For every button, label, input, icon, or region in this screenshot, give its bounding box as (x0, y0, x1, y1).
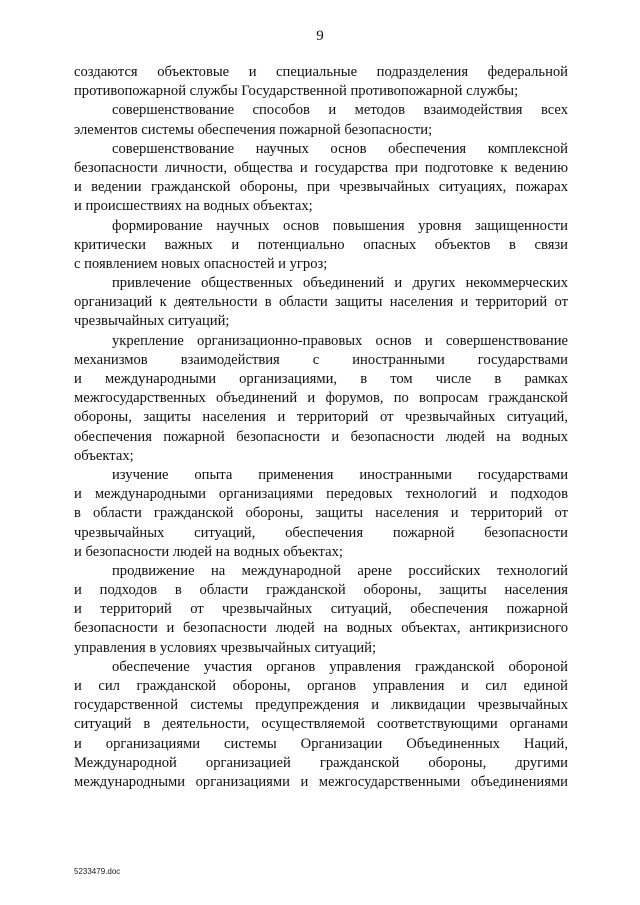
text-line: чрезвычайных ситуаций; (74, 313, 230, 330)
text-line: и безопасности людей на водных объектах; (74, 543, 343, 560)
text-line: изучение опыта применения иностранными государствами (112, 466, 568, 483)
text-line: элементов системы обеспечения пожарной безопасности; (74, 121, 433, 138)
text-line: международными организациями и межгосударственными объединениями (74, 773, 568, 790)
text-line: совершенствование способов и методов взаимодействия всех (112, 102, 568, 119)
text-line: и подходов в области гражданской обороны, защиты населения (74, 582, 568, 599)
text-line: безопасности личности, общества и государства при подготовке к ведению (74, 159, 568, 176)
text-line: и ведении гражданской обороны, при чрезвычайных ситуациях, пожарах (74, 179, 568, 196)
text-line: формирование научных основ повышения уровня защищенности (112, 217, 568, 234)
text-line: совершенствование научных основ обеспечения комплексной (112, 140, 568, 157)
text-line: ситуаций в деятельности, осуществляемой соответствующими органами (74, 716, 568, 733)
document-body (74, 63, 568, 792)
text-line: укрепление организационно-правовых основ и совершенствование (112, 332, 568, 349)
text-line: Международной организацией гражданской обороны, другими (74, 754, 568, 771)
text-line: обеспечения пожарной безопасности и безопасности людей на водных (74, 428, 568, 445)
text-line: продвижение на международной арене российских технологий (112, 562, 568, 579)
text-line: и международными организациями, в том числе в рамках (74, 371, 568, 387)
text-line: и международными организациями передовых технологий и подходов (74, 486, 568, 503)
text-line: и происшествиях на водных объектах; (74, 198, 313, 215)
text-line: государственной системы предупреждения и ликвидации чрезвычайных (74, 697, 568, 714)
text-line: и сил гражданской обороны, органов управления и сил единой (74, 678, 568, 694)
text-line: с появлением новых опасностей и угроз; (74, 255, 328, 272)
text-line: привлечение общественных объединений и других некоммерческих (112, 275, 568, 292)
text-line: в области гражданской обороны, защиты населения и территорий от (74, 505, 568, 522)
text-line: организаций к деятельности в области защиты населения и территорий от (74, 294, 568, 311)
file-name-footer: 5233479.doc (74, 867, 121, 876)
text-line: чрезвычайных ситуаций, обеспечения пожарной безопасности (74, 524, 568, 541)
text-line: межгосударственных объединений и форумов, по вопросам гражданской (74, 390, 568, 407)
text-line: объектах; (74, 447, 134, 464)
text-line: обеспечение участия органов управления гражданской обороной (112, 658, 568, 675)
text-line: и территорий от чрезвычайных ситуаций, обеспечения пожарной (74, 601, 568, 618)
text-line: обороны, защиты населения и территорий от чрезвычайных ситуаций, (74, 409, 568, 426)
text-line: и организациями системы Организации Объединенных Наций, (74, 735, 568, 752)
page-number: 9 (316, 28, 324, 44)
text-line: создаются объектовые и специальные подразделения федеральной (74, 64, 568, 80)
text-line: безопасности и безопасности людей на водных объектах, антикризисного (74, 620, 568, 637)
text-line: критически важных и потенциально опасных объектов в связи (74, 236, 568, 253)
text-line: противопожарной службы Государственной противопожарной службы; (74, 83, 519, 100)
text-line: управления в условиях чрезвычайных ситуаций; (74, 639, 377, 656)
text-line: механизмов взаимодействия с иностранными государствами (74, 351, 568, 368)
